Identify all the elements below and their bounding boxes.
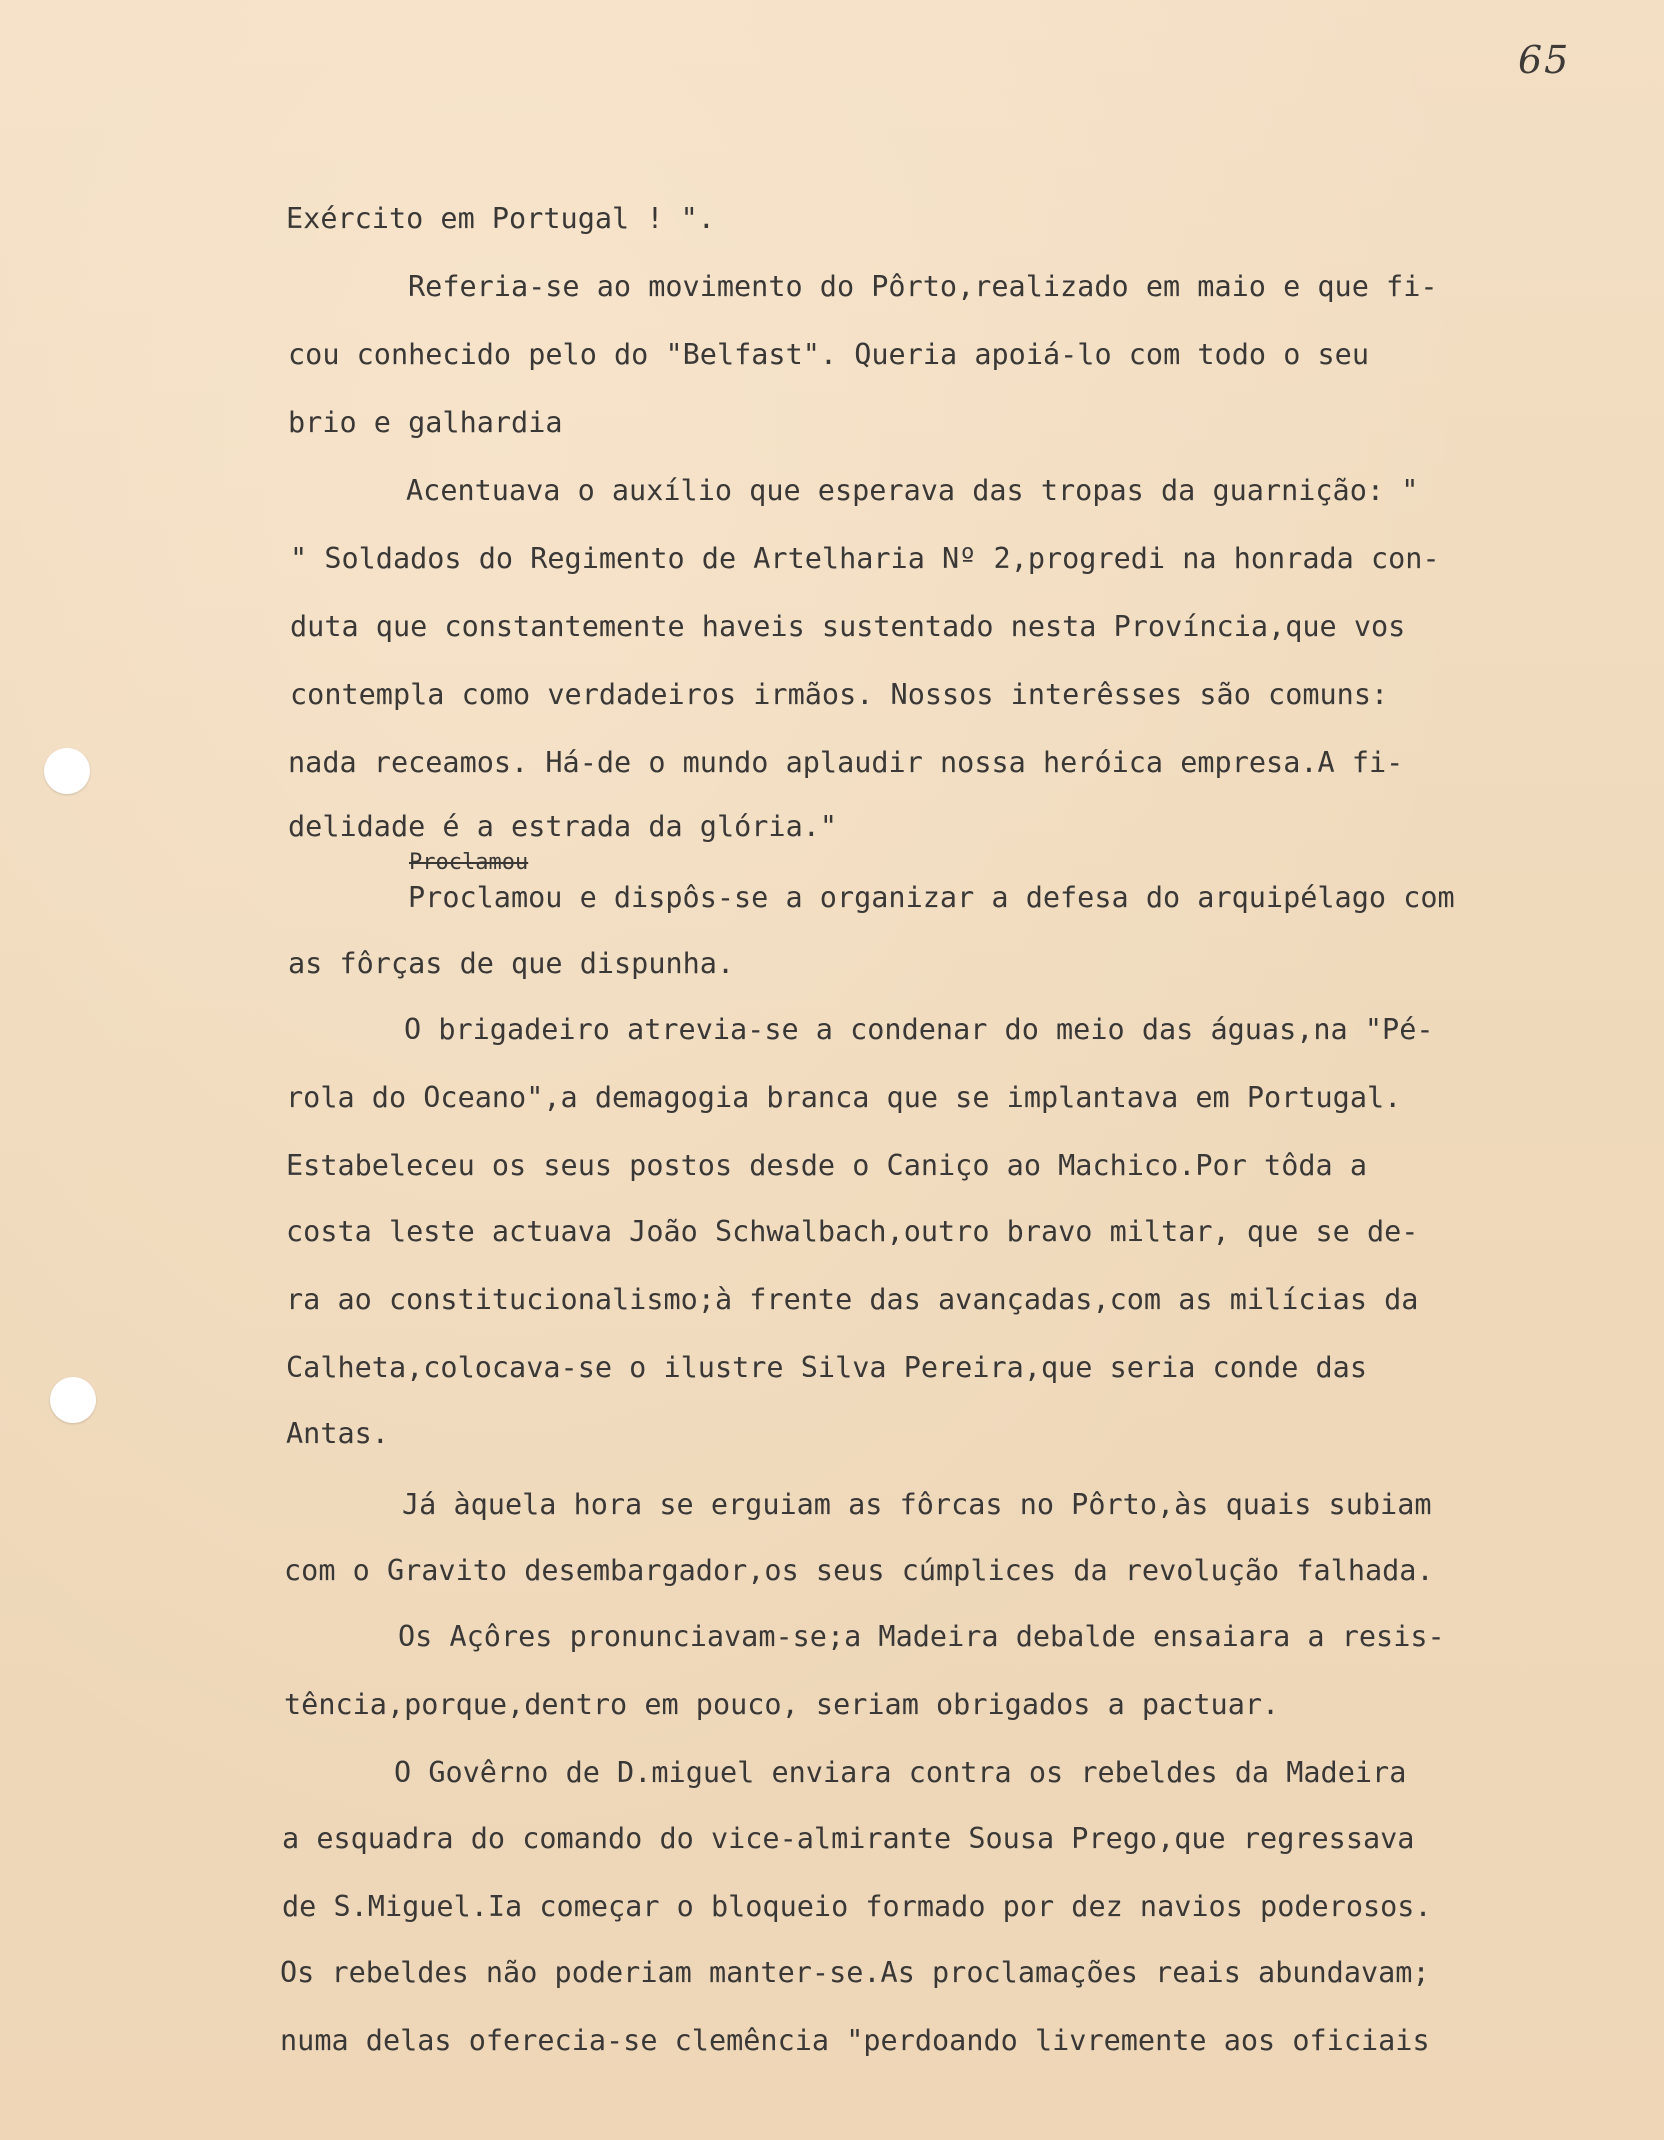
text-line: Estabeleceu os seus postos desde o Caniço ao Machico.Por tôda a (286, 1149, 1367, 1182)
text-line: O Govêrno de D.miguel enviara contra os rebeldes da Madeira (394, 1756, 1407, 1789)
text-line: duta que constantemente haveis sustentado nesta Província,que vos (290, 610, 1406, 643)
text-line: Calheta,colocava-se o ilustre Silva Pereira,que seria conde das (286, 1351, 1367, 1384)
text-line: a esquadra do comando do vice-almirante Sousa Prego,que regressava (282, 1822, 1415, 1855)
text-line: cou conhecido pelo do "Belfast". Queria apoiá-lo com todo o seu (288, 338, 1369, 371)
text-line: Os Açôres pronunciavam-se;a Madeira debalde ensaiara a resis- (398, 1620, 1445, 1653)
text-line: contempla como verdadeiros irmãos. Nossos interêsses são comuns: (290, 678, 1389, 711)
text-line: ra ao constitucionalismo;à frente das avançadas,com as milícias da (286, 1283, 1419, 1316)
text-line: delidade é a estrada da glória." (288, 810, 838, 843)
text-line: rola do Oceano",a demagogia branca que se implantava em Portugal. (286, 1081, 1402, 1114)
text-line: Os rebeldes não poderiam manter-se.As proclamações reais abundavam; (280, 1956, 1430, 1989)
text-line: Já àquela hora se erguiam as fôrcas no Pôrto,às quais subiam (402, 1488, 1432, 1521)
page-number: 65 (1518, 38, 1571, 82)
text-line: tência,porque,dentro em pouco, seriam obrigados a pactuar. (284, 1688, 1280, 1721)
text-line: " Soldados do Regimento de Artelharia Nº 2,progredi na honrada con- (290, 542, 1440, 575)
text-line: Proclamou e dispôs-se a organizar a defesa do arquipélago com (408, 881, 1455, 914)
text-line: costa leste actuava João Schwalbach,outro bravo miltar, que se de- (286, 1215, 1419, 1248)
text-line: numa delas oferecia-se clemência "perdoando livremente aos oficiais (280, 2024, 1430, 2057)
text-line: Antas. (286, 1417, 389, 1450)
text-line: as fôrças de que dispunha. (288, 947, 735, 980)
text-line: O brigadeiro atrevia-se a condenar do meio das águas,na "Pé- (404, 1013, 1434, 1046)
text-line: Exército em Portugal ! ". (286, 202, 715, 235)
text-line: Referia-se ao movimento do Pôrto,realizado em maio e que fi- (408, 270, 1438, 303)
text-line: de S.Miguel.Ia começar o bloqueio formado por dez navios poderosos. (282, 1890, 1432, 1923)
text-line: nada receamos. Há-de o mundo aplaudir nossa heróica empresa.A fi- (288, 746, 1404, 779)
text-line: brio e galhardia (288, 406, 563, 439)
text-line: com o Gravito desembargador,os seus cúmplices da revolução falhada. (284, 1554, 1434, 1587)
struck-out-word: Proclamou (409, 850, 529, 875)
text-line: Acentuava o auxílio que esperava das tropas da guarnição: " (406, 474, 1419, 507)
